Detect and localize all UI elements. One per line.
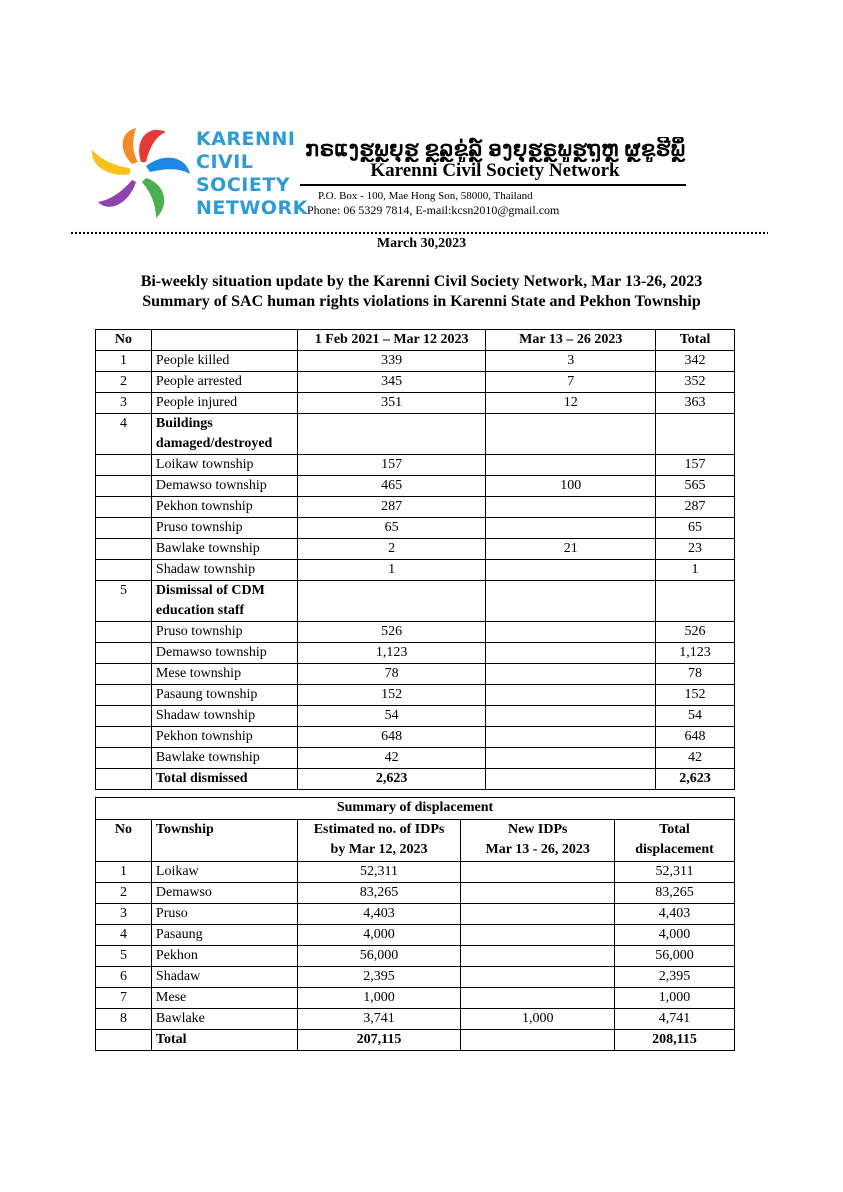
header-total-displacement: [615, 820, 735, 862]
table-row: [96, 706, 735, 727]
header-estimated-line2: by Mar 12, 2023: [330, 842, 428, 857]
displacement-title: Summary of displacement: [96, 798, 735, 820]
logo-word-civil: CIVIL: [196, 151, 254, 173]
row-label: Pruso township: [151, 622, 297, 643]
header-estimated: [297, 820, 461, 862]
row-township: Demawso: [151, 883, 297, 904]
displacement-title-row: [96, 798, 735, 820]
value-before: 2: [297, 539, 486, 560]
value-before: 1,123: [297, 643, 486, 664]
table-row: [96, 967, 735, 988]
value-total: 287: [656, 497, 735, 518]
row-no: [96, 1030, 152, 1051]
value-new: [461, 988, 615, 1009]
row-no: 6: [96, 967, 152, 988]
row-label: People injured: [151, 393, 297, 414]
value-recent: [486, 518, 656, 539]
value-total: 23: [656, 539, 735, 560]
section-label-line2: education staff: [155, 603, 245, 618]
row-no: [96, 769, 152, 790]
table-row: [96, 622, 735, 643]
row-no: 5: [96, 581, 152, 622]
row-label: Bawlake township: [151, 748, 297, 769]
value-total: 342: [656, 351, 735, 372]
value-estimated: 2,395: [297, 967, 461, 988]
empty-cell: [656, 581, 735, 622]
row-township: Pasaung: [151, 925, 297, 946]
empty-cell: [656, 414, 735, 455]
header-total: Total: [656, 330, 735, 351]
row-no: [96, 706, 152, 727]
row-label: Demawso township: [151, 476, 297, 497]
logo-wordmark: [196, 128, 308, 220]
value-recent: [486, 455, 656, 476]
displacement-table: [95, 797, 735, 1051]
value-total: 363: [656, 393, 735, 414]
value-new: [461, 925, 615, 946]
table-row: [96, 925, 735, 946]
value-new: [461, 946, 615, 967]
value-total: 4,000: [615, 925, 735, 946]
displacement-header-row: [96, 820, 735, 862]
row-no: [96, 560, 152, 581]
value-before: 2,623: [297, 769, 486, 790]
row-label: Loikaw township: [151, 455, 297, 476]
row-no: 7: [96, 988, 152, 1009]
total-row: [96, 769, 735, 790]
value-total: 78: [656, 664, 735, 685]
empty-cell: [297, 414, 486, 455]
row-no: 5: [96, 946, 152, 967]
row-label: Shadaw township: [151, 560, 297, 581]
section-label: [151, 581, 297, 622]
total-row: [96, 1030, 735, 1051]
table-row: [96, 393, 735, 414]
table-row: [96, 748, 735, 769]
value-recent: [486, 685, 656, 706]
value-total: 526: [656, 622, 735, 643]
row-township: Pruso: [151, 904, 297, 925]
row-no: [96, 643, 152, 664]
logo-word-network: NETWORK: [196, 197, 308, 219]
header-period-before: 1 Feb 2021 – Mar 12 2023: [297, 330, 486, 351]
table-row: [96, 862, 735, 883]
row-township: Mese: [151, 988, 297, 1009]
header-estimated-line1: Estimated no. of IDPs: [313, 822, 445, 837]
row-no: [96, 455, 152, 476]
value-new: [461, 862, 615, 883]
value-recent: 100: [486, 476, 656, 497]
value-total: 4,741: [615, 1009, 735, 1030]
value-new: 1,000: [461, 1009, 615, 1030]
document-subtitle: Summary of SAC human rights violations in Karenni State and Pekhon Township: [142, 293, 701, 310]
value-total: 152: [656, 685, 735, 706]
row-label: Pasaung township: [151, 685, 297, 706]
value-recent: [486, 769, 656, 790]
value-total: 52,311: [615, 862, 735, 883]
value-total: 65: [656, 518, 735, 539]
value-recent: [486, 706, 656, 727]
table-row: [96, 883, 735, 904]
table-row: [96, 904, 735, 925]
value-recent: [486, 497, 656, 518]
org-contact: Phone: 06 5329 7814, E-mail:kcsn2010@gmail.com: [307, 203, 560, 217]
row-no: [96, 476, 152, 497]
row-no: 2: [96, 883, 152, 904]
header-total-line1: Total: [659, 822, 690, 837]
row-no: [96, 497, 152, 518]
value-before: 1: [297, 560, 486, 581]
row-label: Total dismissed: [151, 769, 297, 790]
row-no: 8: [96, 1009, 152, 1030]
row-no: 3: [96, 393, 152, 414]
row-no: [96, 748, 152, 769]
header-new-line1: New IDPs: [507, 822, 568, 837]
value-recent: [486, 727, 656, 748]
row-no: [96, 622, 152, 643]
value-total: 1,000: [615, 988, 735, 1009]
row-township: Loikaw: [151, 862, 297, 883]
row-label: People killed: [151, 351, 297, 372]
value-before: 42: [297, 748, 486, 769]
row-no: 1: [96, 351, 152, 372]
value-total: 565: [656, 476, 735, 497]
header-new-idps: [461, 820, 615, 862]
row-no: [96, 664, 152, 685]
table-row: [96, 372, 735, 393]
header-rule: [300, 184, 686, 186]
org-name-local-script: ກຣແງຮຼພຼຍຸຮຼ ຂຼລຼຂູ່ລຼ໌ ອງຍຸຮຼຣຼພູຮຼຖູຫຼ ຜຼຂູຮີພິ່ຼ: [305, 137, 686, 161]
table-row: [96, 727, 735, 748]
value-estimated: 4,403: [297, 904, 461, 925]
value-total: 208,115: [615, 1030, 735, 1051]
row-no: [96, 518, 152, 539]
row-label: Demawso township: [151, 643, 297, 664]
flower-logo-icon: [86, 122, 196, 226]
value-total: 83,265: [615, 883, 735, 904]
org-address: P.O. Box - 100, Mae Hong Son, 58000, Thailand: [318, 190, 533, 202]
row-no: 1: [96, 862, 152, 883]
table-row: [96, 946, 735, 967]
row-no: 4: [96, 414, 152, 455]
value-before: 287: [297, 497, 486, 518]
row-label: Mese township: [151, 664, 297, 685]
value-new: [461, 1030, 615, 1051]
value-before: 339: [297, 351, 486, 372]
table-row: [96, 539, 735, 560]
table-row: [96, 518, 735, 539]
value-before: 465: [297, 476, 486, 497]
table-row: [96, 455, 735, 476]
value-total: 157: [656, 455, 735, 476]
row-label: Shadaw township: [151, 706, 297, 727]
header-new-line2: Mar 13 - 26, 2023: [485, 842, 590, 857]
value-before: 65: [297, 518, 486, 539]
value-estimated: 4,000: [297, 925, 461, 946]
value-recent: [486, 748, 656, 769]
empty-cell: [297, 581, 486, 622]
document-title: Bi-weekly situation update by the Karenni Civil Society Network, Mar 13-26, 2023: [140, 273, 703, 290]
value-before: 157: [297, 455, 486, 476]
header-category: [151, 330, 297, 351]
value-recent: [486, 643, 656, 664]
value-before: 648: [297, 727, 486, 748]
row-township: Pekhon: [151, 946, 297, 967]
section-row: [96, 581, 735, 622]
value-before: 78: [297, 664, 486, 685]
table-row: [96, 560, 735, 581]
kcsn-logo: [86, 122, 308, 226]
value-recent: 21: [486, 539, 656, 560]
value-before: 345: [297, 372, 486, 393]
value-recent: [486, 664, 656, 685]
row-no: 3: [96, 904, 152, 925]
value-recent: [486, 560, 656, 581]
document-date: March 30,2023: [376, 236, 467, 251]
row-township: Shadaw: [151, 967, 297, 988]
value-before: 351: [297, 393, 486, 414]
table-row: [96, 497, 735, 518]
row-no: [96, 727, 152, 748]
header-total-line2: displacement: [635, 842, 714, 857]
row-no: 4: [96, 925, 152, 946]
value-total: 1: [656, 560, 735, 581]
dotted-separator: [70, 231, 768, 235]
value-before: 152: [297, 685, 486, 706]
row-label: Pruso township: [151, 518, 297, 539]
value-total: 648: [656, 727, 735, 748]
section-row: [96, 414, 735, 455]
section-label-line1: Buildings: [155, 416, 213, 431]
section-label-line2: damaged/destroyed: [155, 436, 273, 451]
org-name: Karenni Civil Society Network: [370, 160, 620, 181]
section-label: [151, 414, 297, 455]
value-new: [461, 904, 615, 925]
table-row: [96, 1009, 735, 1030]
row-township: Bawlake: [151, 1009, 297, 1030]
value-before: 54: [297, 706, 486, 727]
value-estimated: 56,000: [297, 946, 461, 967]
row-township: Total: [151, 1030, 297, 1051]
value-total: 1,123: [656, 643, 735, 664]
logo-word-society: SOCIETY: [196, 174, 291, 196]
row-label: Pekhon township: [151, 727, 297, 748]
violations-header-row: [96, 330, 735, 351]
value-recent: [486, 622, 656, 643]
row-no: [96, 685, 152, 706]
value-total: 2,395: [615, 967, 735, 988]
value-total: 42: [656, 748, 735, 769]
header-no: No: [96, 330, 152, 351]
table-row: [96, 476, 735, 497]
table-row: [96, 988, 735, 1009]
value-estimated: 3,741: [297, 1009, 461, 1030]
table-row: [96, 664, 735, 685]
value-recent: 3: [486, 351, 656, 372]
empty-cell: [486, 414, 656, 455]
value-recent: 12: [486, 393, 656, 414]
row-no: [96, 539, 152, 560]
row-label: Bawlake township: [151, 539, 297, 560]
value-total: 56,000: [615, 946, 735, 967]
table-row: [96, 351, 735, 372]
row-label: Pekhon township: [151, 497, 297, 518]
empty-cell: [486, 581, 656, 622]
value-total: 2,623: [656, 769, 735, 790]
value-total: 4,403: [615, 904, 735, 925]
header-period-recent: Mar 13 – 26 2023: [486, 330, 656, 351]
value-new: [461, 883, 615, 904]
violations-table: [95, 329, 735, 790]
header-township: Township: [151, 820, 297, 862]
value-estimated: 207,115: [297, 1030, 461, 1051]
value-total: 352: [656, 372, 735, 393]
row-label: People arrested: [151, 372, 297, 393]
header-no: No: [96, 820, 152, 862]
section-label-line1: Dismissal of CDM: [155, 583, 265, 598]
value-estimated: 52,311: [297, 862, 461, 883]
table-row: [96, 643, 735, 664]
row-no: 2: [96, 372, 152, 393]
table-row: [96, 685, 735, 706]
logo-word-karenni: KARENNI: [196, 128, 296, 150]
value-total: 54: [656, 706, 735, 727]
value-estimated: 1,000: [297, 988, 461, 1009]
value-new: [461, 967, 615, 988]
value-estimated: 83,265: [297, 883, 461, 904]
value-recent: 7: [486, 372, 656, 393]
value-before: 526: [297, 622, 486, 643]
